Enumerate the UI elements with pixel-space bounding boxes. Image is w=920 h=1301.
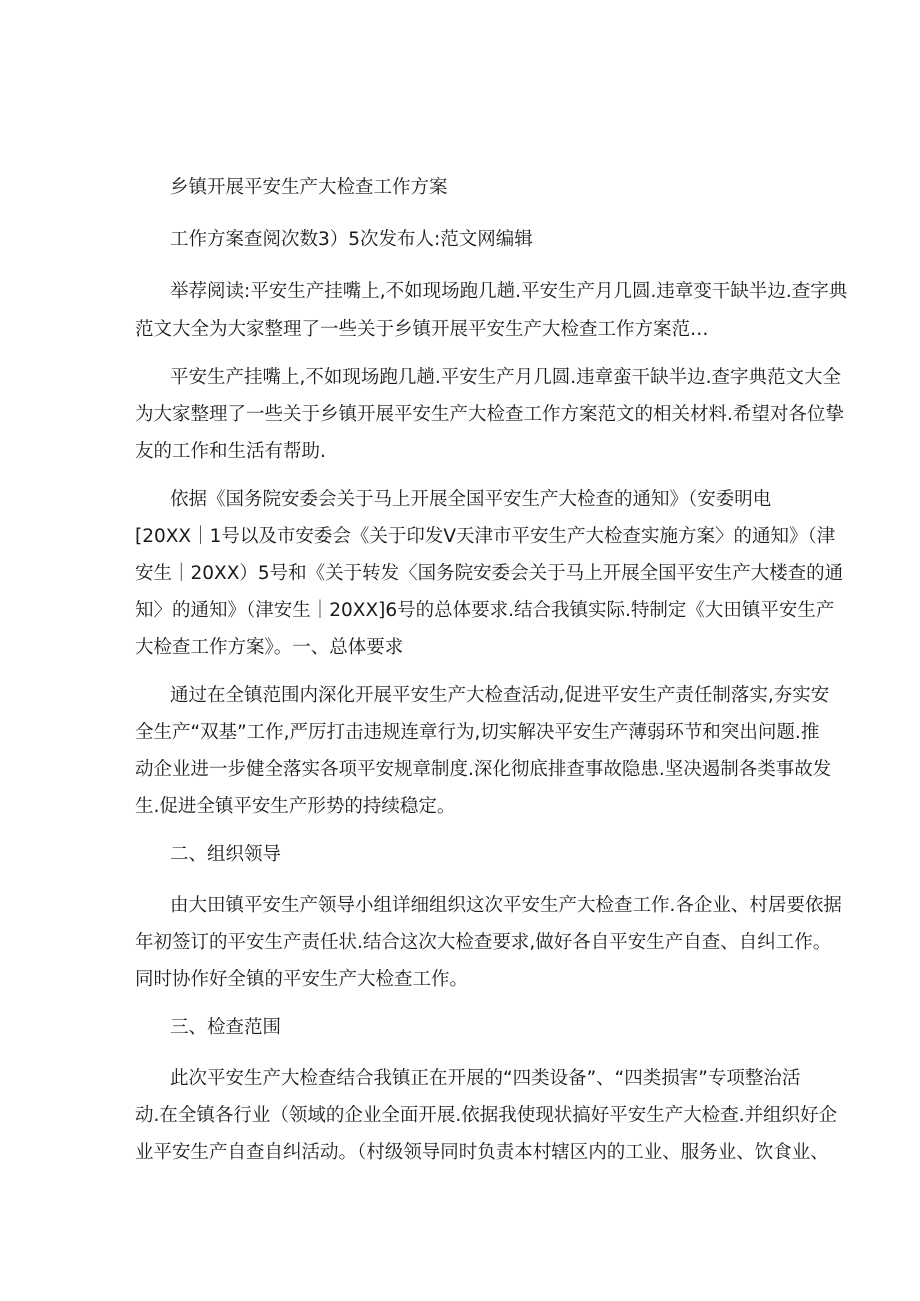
paragraph-line: 大检查工作方案》。一、总体要求 <box>135 637 404 658</box>
paragraph-line: 年初签订的平安生产责任状.结合这次大检查要求,做好各自平安生产自查、自纠工作。 <box>135 932 832 953</box>
paragraph-line: 生.促进全镇平安生产形势的持续稳定。 <box>135 796 456 817</box>
paragraph-line: 业平安生产自查自纠活动。（村级领导同时负责本村辖区内的工业、服务业、饮食业、 <box>135 1142 829 1163</box>
paragraph-line: 友的工作和生活有帮助. <box>135 441 326 462</box>
heading-scope: 三、检查范围 <box>170 1017 282 1038</box>
paragraph-line: 同时协作好全镇的平安生产大检查工作。 <box>135 969 469 990</box>
paragraph-line: 知〉的通知》（津安生｜20XX]6号的总体要求.结合我镇实际.特制定《大田镇平安生产 <box>135 600 835 621</box>
document-title: 乡镇开展平安生产大检查工作方案 <box>170 177 448 198</box>
paragraph-line: 平安生产挂嘴上,不如现场跑几趟.平安生产月几圆.违章蛮干缺半边.查字典范文大全 <box>170 367 842 388</box>
paragraph-line: 为大家整理了一些关于乡镇开展平安生产大检查工作方案范文的相关材料.希望对各位挚 <box>135 404 844 425</box>
paragraph-line: 由大田镇平安生产领导小组详细组织这次平安生产大检查工作.各企业、村居要依据 <box>170 895 842 916</box>
paragraph-line: 依据《国务院安委会关于马上开展全国平安生产大检查的通知》（安委明电 <box>170 489 772 510</box>
paragraph-line: 动企业进一步健全落实各项平安规章制度.深化彻底排查事故隐患.坚决遏制各类事故发 <box>135 759 832 780</box>
paragraph-line: 此次平安生产大检查结合我镇正在开展的“四类设备”、“四类损害”专项整治活 <box>170 1068 801 1089</box>
paragraph-line: [20XX｜1号以及市安委会《关于印发V天津市平安生产大检查实施方案〉的通知》（津 <box>135 526 836 547</box>
paragraph-line: 全生产“双基”工作,严厉打击违规连章行为,切实解决平安生产薄弱环节和突出问题.推 <box>135 722 820 743</box>
paragraph-line: 动.在全镇各行业（领域的企业全面开展.依据我使现状搞好平安生产大检查.并组织好企 <box>135 1105 838 1126</box>
paragraph-line: 范文大全为大家整理了一些关于乡镇开展平安生产大检查工作方案范… <box>135 319 709 340</box>
paragraph-line: 举荐阅读:平安生产挂嘴上,不如现场跑几趟.平安生产月几圆.违章变干缺半边.查字典 <box>170 281 848 302</box>
heading-organization: 二、组织领导 <box>170 844 282 865</box>
paragraph-line: 安生｜20XX）5号和《关于转发〈国务院安委会关于马上开展全国平安生产大楼查的通 <box>135 563 844 584</box>
document-meta: 工作方案查阅次数3）5次发布人:范文网编辑 <box>170 229 533 250</box>
paragraph-line: 通过在全镇范围内深化开展平安生产大检查活动,促进平安生产责任制落实,夯实安 <box>170 685 830 706</box>
